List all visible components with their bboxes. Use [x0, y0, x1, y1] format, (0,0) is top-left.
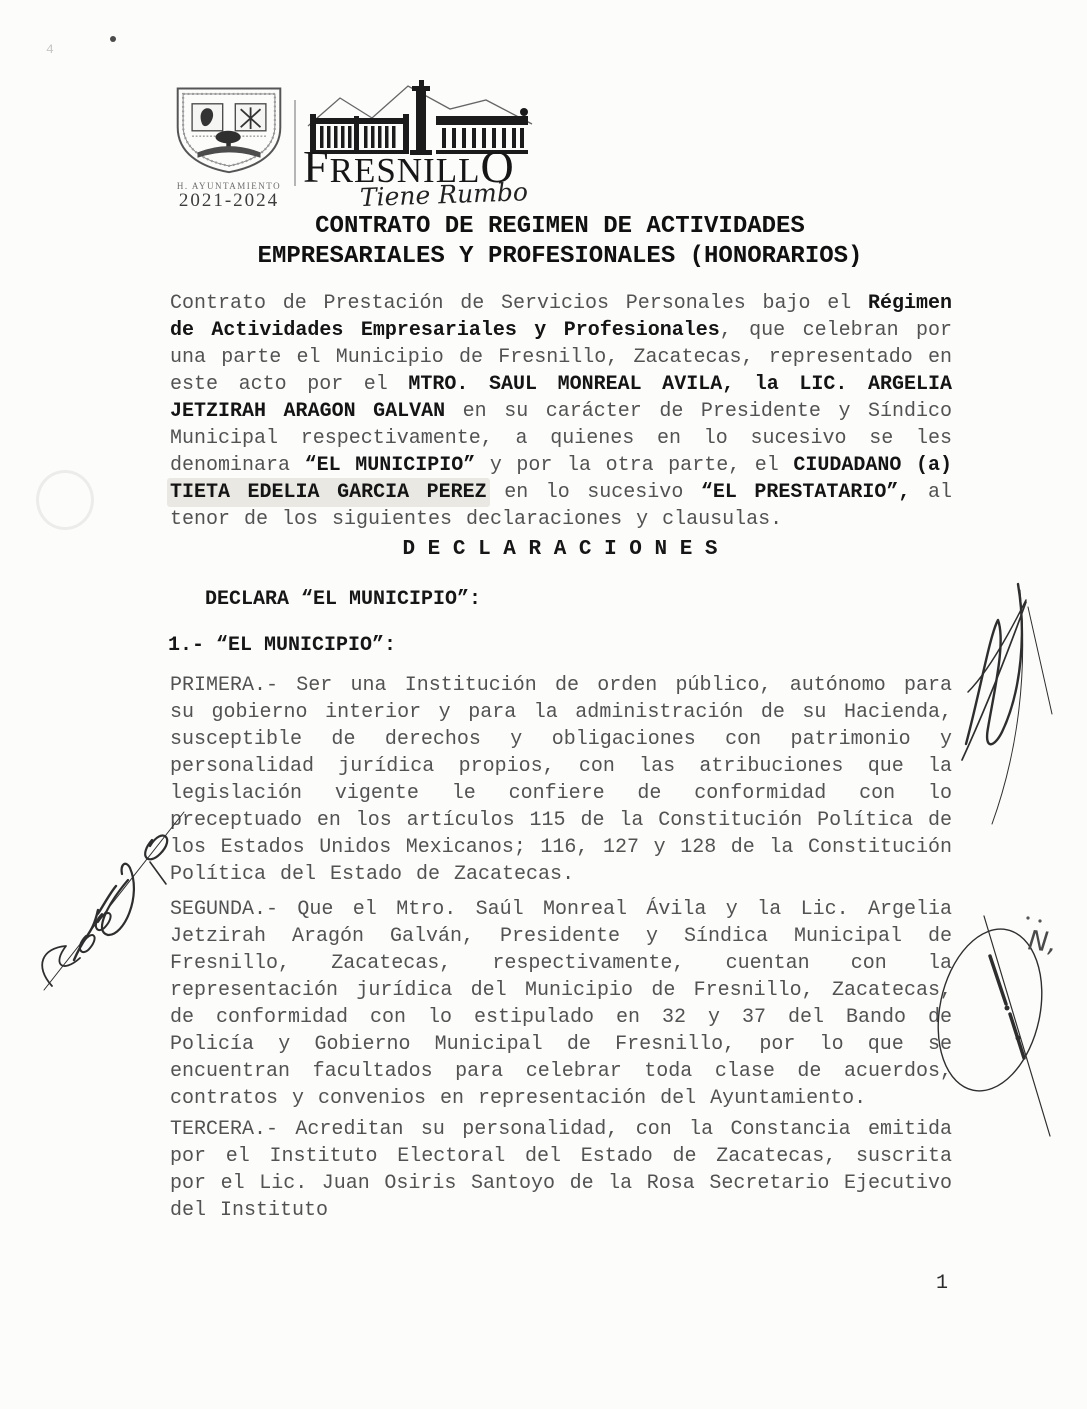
clause-primera: PRIMERA.- Ser una Institución de orden público, autónomo para su gobierno interior y para la administración de su Hacienda, susceptible de derechos y obligaciones con patrimonio y personalidad jurídica propios, con las atribuciones que la legislación vigente le confiere de conformidad con lo preceptuado en los artículos 115 de la Constitución Política de los Estados Unidos Mexicanos; 116, 127 y 128 de la Constitución Política del Estado de Zacatecas. [170, 674, 952, 886]
redacted-name-highlight: TIETA EDELIA GARCIA PEREZ [170, 481, 487, 504]
municipal-crest [164, 84, 294, 212]
crest-years: 2021-2024 [178, 190, 280, 211]
fresnillo-skyline-icon [300, 76, 540, 208]
handwritten-margin-note: N, [1026, 925, 1059, 960]
scan-speck-dot [110, 36, 116, 42]
fresnillo-wordmark: FRESNILLO [303, 141, 515, 192]
corner-handwritten-mark: 4 [46, 42, 54, 57]
crest-shield-icon [167, 84, 291, 174]
declaraciones-heading: D E C L A R A C I O N E S [402, 538, 718, 561]
page-number: 1 [936, 1272, 949, 1295]
signature-scribble-right-upper [948, 572, 1083, 827]
text-segment: Contrato de Prestación de Servicios Personales bajo el [170, 292, 868, 315]
text-segment: al tenor de los siguientes declaraciones y clausulas. [170, 481, 952, 531]
text-segment: , que celebran por una parte el Municipio de Fresnillo, Zacatecas, representado en este acto por el [170, 319, 952, 396]
document-title [170, 212, 950, 272]
document-title-line1: CONTRATO DE REGIMEN DE ACTIVIDADES [315, 213, 805, 240]
signature-left-margin [32, 798, 192, 998]
clause-tercera: TERCERA.- Acreditan su personalidad, con la Constancia emitida por el Instituto Electoral del Estado de Zacatecas, suscrita por el Lic. Juan Osiris Santoyo de la Rosa Secretario Ejecutivo del Instituto [170, 1118, 952, 1222]
fresnillo-logo [300, 76, 540, 208]
header-divider [294, 100, 296, 186]
text-segment: y por la otra parte, el [475, 454, 794, 477]
text-segment: en su carácter de Presidente y Síndico Municipal respectivamente, a quienes en lo sucesivo se les denominara [170, 400, 953, 477]
intro-paragraph [170, 290, 952, 533]
text-segment-bold: Régimen de Actividades Empresariales y Profesionales [170, 292, 952, 342]
document-title-line2: EMPRESARIALES Y PROFESIONALES (HONORARIOS) [257, 243, 863, 270]
text-segment-bold: “EL MUNICIPIO” [304, 454, 476, 477]
text-segment-bold: “EL PRESTATARIO”, [700, 481, 911, 504]
numeral-1-heading: 1.- “EL MUNICIPIO”: [168, 634, 397, 657]
clause-segunda: SEGUNDA.- Que el Mtro. Saúl Monreal Ávila y la Lic. Argelia Jetzirah Aragón Galván, Presidente y Síndica Municipal de Fresnillo, Zacatecas, respectivamente, cuentan con la representación jurídica del Municipio de Fresnillo, Zacatecas, de conformidad con lo estipulado en 32 y 37 del Bando de Policía y Gobierno Municipal de Fresnillo, por lo que se encuentran facultados para celebrar toda clase de acuerdos, contratos y convenios en representación del Ayuntamiento. [170, 898, 952, 1110]
hole-punch-mark [36, 470, 94, 530]
text-segment: en lo sucesivo [486, 481, 701, 504]
crest-caption: H. AYUNTAMIENTO [176, 181, 282, 191]
declara-municipio-heading: DECLARA “EL MUNICIPIO”: [205, 588, 482, 611]
fresnillo-tagline: Tiene Rumbo [359, 177, 529, 208]
text-segment-bold: CIUDADANO (a) [793, 454, 952, 477]
text-segment-bold: MTRO. SAUL MONREAL AVILA, la LIC. ARGELIA JETZIRAH ARAGON GALVAN [170, 373, 952, 423]
